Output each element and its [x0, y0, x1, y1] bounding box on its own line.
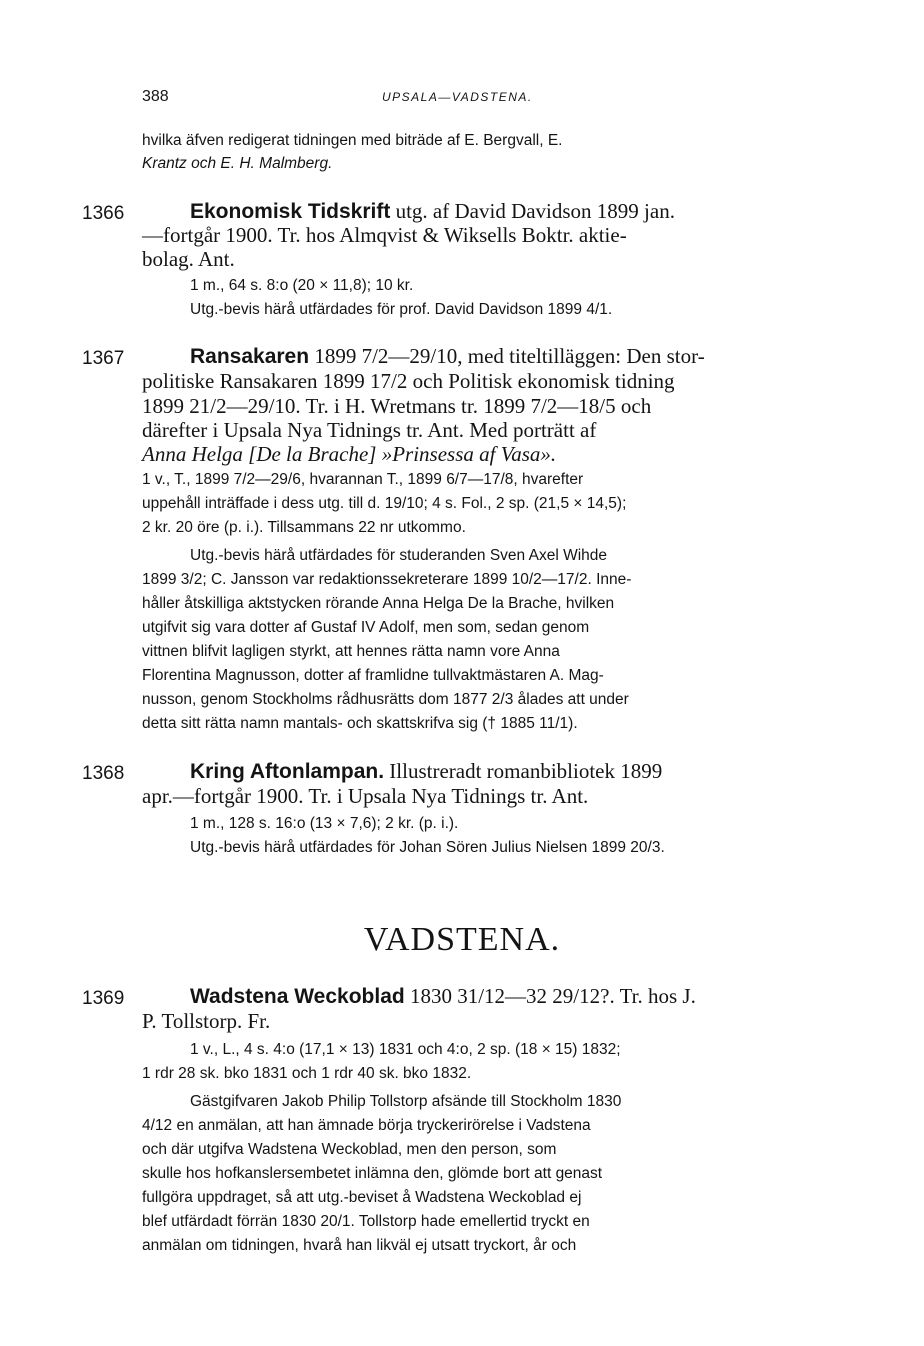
- entry-first-line: [190, 199, 812, 224]
- entry-detail: uppehåll inträffade i dess utg. till d. 19/10; 4 s. Fol., 2 sp. (21,5 × 14,5);: [142, 495, 627, 512]
- entry-line: apr.—fortgår 1900. Tr. i Upsala Nya Tidnings tr. Ant.: [142, 784, 589, 808]
- entry-title: Ekonomisk Tidskrift: [190, 200, 391, 223]
- entry-detail: nusson, genom Stockholms rådhusrätts dom 1877 2/3 ålades att under: [142, 691, 629, 708]
- entry-line: —fortgår 1900. Tr. hos Almqvist & Wiksells Boktr. aktie-: [142, 223, 627, 247]
- entry-detail: 1 v., L., 4 s. 4:o (17,1 × 13) 1831 och 4:o, 2 sp. (18 × 15) 1832;: [190, 1041, 621, 1058]
- entry-detail: detta sitt rätta namn mantals- och skattskrifva sig († 1885 11/1).: [142, 715, 578, 732]
- entry-detail: Utg.-bevis härå utfärdades för Johan Sören Julius Nielsen 1899 20/3.: [190, 839, 665, 856]
- entry-number: 1367: [82, 348, 125, 369]
- entry-detail: 1 m., 64 s. 8:o (20 × 11,8); 10 kr.: [190, 277, 414, 294]
- entry-detail: 4/12 en anmälan, att han ämnade börja tryckerirörelse i Vadstena: [142, 1117, 591, 1134]
- section-title: VADSTENA.: [363, 921, 561, 958]
- entry-line: 1899 21/2—29/10. Tr. i H. Wretmans tr. 1899 7/2—18/5 och: [142, 394, 652, 418]
- entry-line: politiske Ransakaren 1899 17/2 och Politisk ekonomisk tidning: [142, 369, 675, 393]
- intro-line: hvilka äfven redigerat tidningen med biträde af E. Bergvall, E.: [142, 132, 563, 149]
- entry-number: 1368: [82, 763, 125, 784]
- entry-number: 1366: [82, 203, 125, 224]
- entry-detail: vittnen blifvit lagligen styrkt, att hennes rätta namn vore Anna: [142, 643, 560, 660]
- entry-detail: Utg.-bevis härå utfärdades för prof. David Davidson 1899 4/1.: [190, 301, 613, 318]
- entry-detail: Gästgifvaren Jakob Philip Tollstorp afsände till Stockholm 1830: [190, 1093, 622, 1110]
- entry-detail: 1 v., T., 1899 7/2—29/6, hvarannan T., 1899 6/7—17/8, hvarefter: [142, 471, 584, 488]
- entry-detail: 1 m., 128 s. 16:o (13 × 7,6); 2 kr. (p. i.).: [190, 815, 459, 832]
- entry-detail: skulle hos hofkanslersembetet inlämna den, glömde bort att genast: [142, 1165, 603, 1182]
- entry-first-line: [190, 344, 812, 369]
- entry-text: 1830 31/12—32 29/12?. Tr. hos J.: [404, 984, 696, 1008]
- entry-line: P. Tollstorp. Fr.: [142, 1009, 271, 1033]
- entry-line: bolag. Ant.: [142, 247, 235, 271]
- entry-detail: fullgöra uppdraget, så att utg.-beviset å Wadstena Weckoblad ej: [142, 1189, 582, 1206]
- entry-title: Wadstena Weckoblad: [190, 985, 405, 1008]
- entry-line: därefter i Upsala Nya Tidnings tr. Ant. Med porträtt af: [142, 418, 597, 442]
- entry-detail: 2 kr. 20 öre (p. i.). Tillsammans 22 nr utkommo.: [142, 519, 466, 536]
- entry-detail: 1899 3/2; C. Jansson var redaktionssekreterare 1899 10/2—17/2. Inne-: [142, 571, 632, 588]
- entry-detail: blef utfärdadt förrän 1830 20/1. Tollstorp hade emellertid tryckt en: [142, 1213, 590, 1230]
- entry-detail: håller åtskilliga aktstycken rörande Anna Helga De la Brache, hvilken: [142, 595, 615, 612]
- entry-detail: anmälan om tidningen, hvarå han likväl ej utsatt tryckort, år och: [142, 1237, 577, 1254]
- entry-detail: utgifvit sig vara dotter af Gustaf IV Adolf, men som, sedan genom: [142, 619, 590, 636]
- entry-first-line: [190, 984, 812, 1009]
- entry-number: 1369: [82, 988, 125, 1009]
- page-number: 388: [142, 88, 169, 105]
- entry-text: Illustreradt romanbibliotek 1899: [384, 759, 663, 783]
- entry-detail: Florentina Magnusson, dotter af framlidne tullvaktmästaren A. Mag-: [142, 667, 604, 684]
- intro-line: Krantz och E. H. Malmberg.: [142, 155, 333, 172]
- entry-text: utg. af David Davidson 1899 jan.: [390, 199, 675, 223]
- entry-title: Kring Aftonlampan.: [190, 760, 385, 783]
- entry-line: Anna Helga [De la Brache] »Prinsessa af Vasa».: [142, 442, 557, 466]
- entry-detail: och där utgifva Wadstena Weckoblad, men den person, som: [142, 1141, 557, 1158]
- entry-first-line: [190, 759, 812, 784]
- entry-text: 1899 7/2—29/10, med titeltilläggen: Den stor-: [309, 344, 705, 368]
- page-header: [142, 88, 812, 112]
- entry-detail: Utg.-bevis härå utfärdades för studeranden Sven Axel Wihde: [190, 547, 608, 564]
- running-title: UPSALA—VADSTENA.: [382, 90, 533, 104]
- entry-detail: 1 rdr 28 sk. bko 1831 och 1 rdr 40 sk. bko 1832.: [142, 1065, 472, 1082]
- entry-title: Ransakaren: [190, 345, 310, 368]
